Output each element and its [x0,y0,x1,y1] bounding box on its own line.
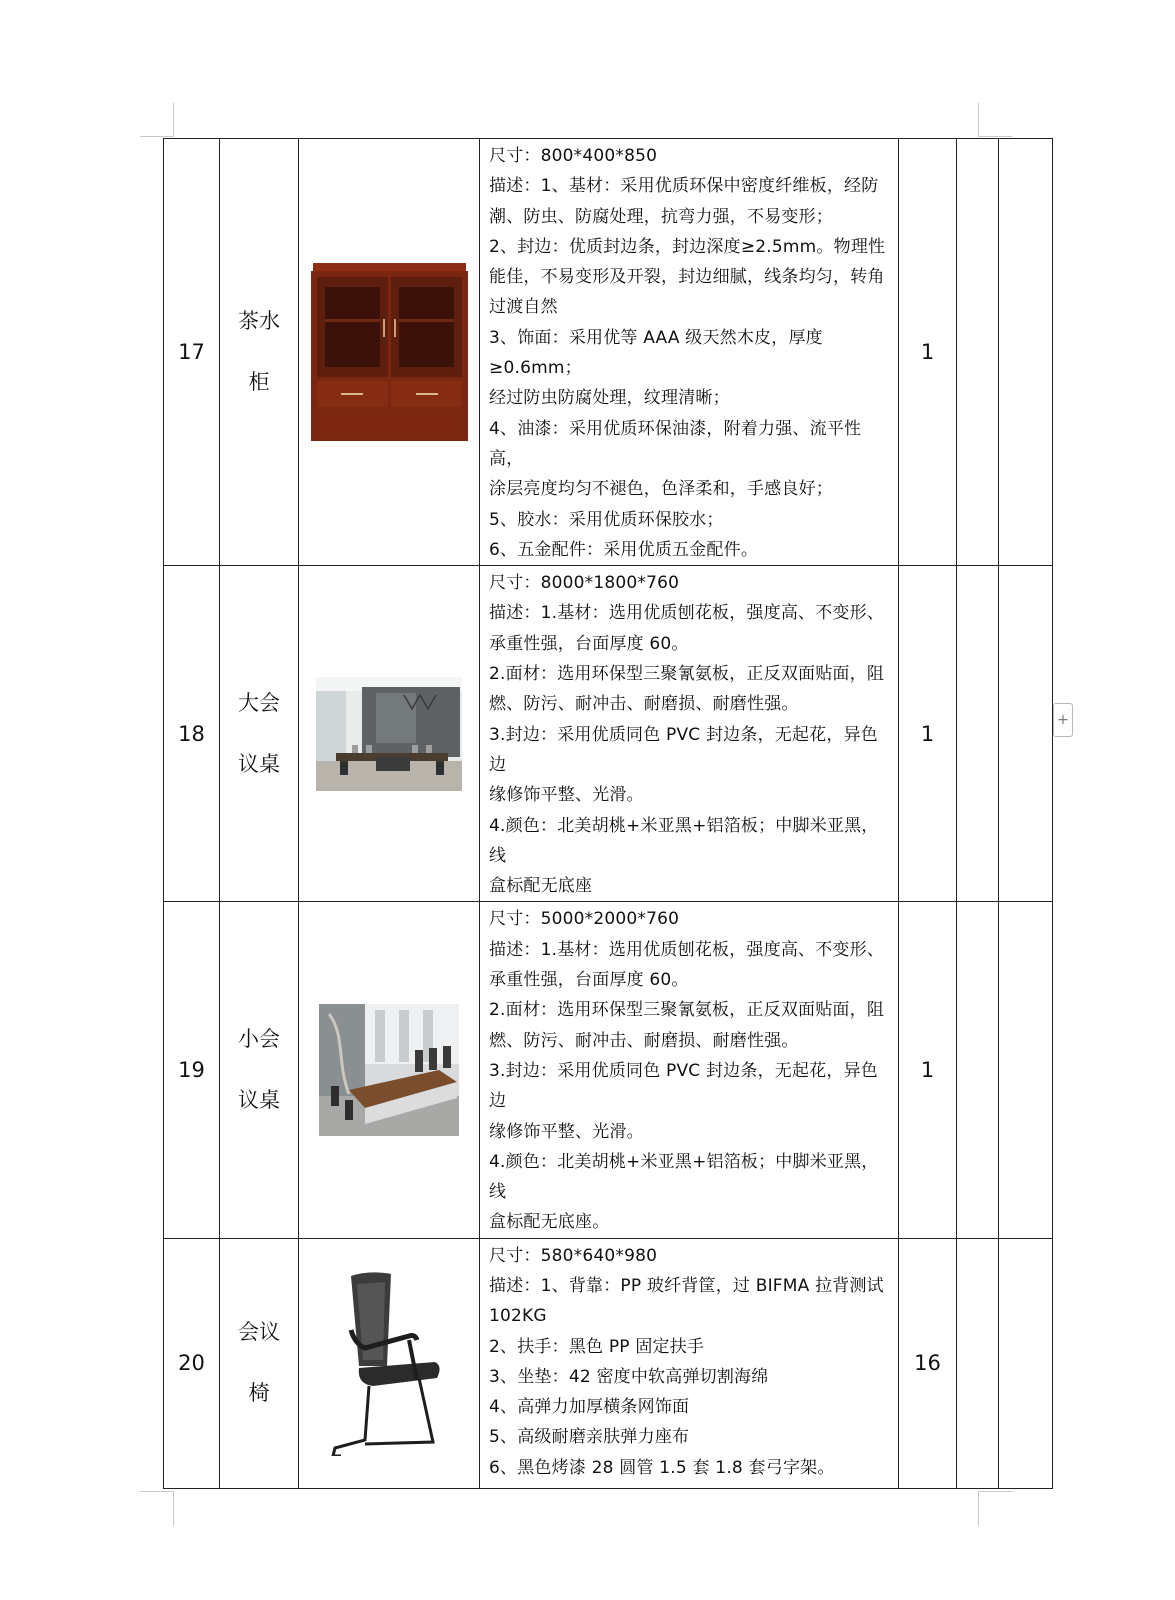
crop-mark [140,136,173,137]
empty-cell [999,139,1053,566]
product-description: 尺寸：8000*1800*760 描述：1.基材：选用优质刨花板，强度高、不变形、 承重性强，台面厚度 60。 2.面材：选用环保型三聚氰氨板，正反双面贴面，阻 燃、防污、耐冲击、耐磨损、耐磨性强。 3.封边：采用优质同色 PVC 封边条，无起花，异色边 缘修饰平整、光滑。 4.颜色：北美胡桃+米亚黑+铝箔板；中脚米亚黑，线 盒标配无底座 [480,566,899,902]
crop-mark [978,1491,979,1526]
empty-cell [957,139,999,566]
add-row-button[interactable] [1053,703,1073,737]
product-name: 会议 椅 [220,1238,299,1488]
table-row [164,1238,1053,1488]
row-number: 17 [164,139,220,566]
product-name: 大会 议桌 [220,566,299,902]
table-row [164,566,1053,902]
empty-cell [999,566,1053,902]
quantity: 1 [899,139,957,566]
large-conference-table-image [316,677,462,791]
crop-mark [978,136,1012,137]
empty-cell [999,902,1053,1238]
row-number: 18 [164,566,220,902]
product-description: 尺寸：580*640*980 描述：1、背靠：PP 玻纤背筐，过 BIFMA 拉背测试 102KG 2、扶手：黑色 PP 固定扶手 3、坐垫：42 密度中软高弹切割海绵 4、高弹力加厚横条网饰面 5、高级耐磨亲肤弹力座布 6、黑色烤漆 28 圆管 1.5 套 1.8 套弓字架。 [480,1238,899,1488]
table-row [164,139,1053,566]
empty-cell [999,1238,1053,1488]
product-description: 尺寸：800*400*850 描述：1、基材：采用优质环保中密度纤维板，经防 潮、防虫、防腐处理，抗弯力强，不易变形； 2、封边：优质封边条，封边深度≥2.5mm。物理性 能佳，不易变形及开裂，封边细腻，线条均匀，转角 过渡自然 3、饰面：采用优等 AAA 级天然木皮，厚度≥0.6mm； 经过防虫防腐处理，纹理清晰； 4、油漆：采用优质环保油漆，附着力强、流平性高， 涂层亮度均匀不褪色，色泽柔和，手感良好； 5、胶水：采用优质环保胶水； 6、五金配件：采用优质五金配件。 [480,139,899,566]
quantity: 1 [899,902,957,1238]
crop-mark [978,103,979,137]
quantity: 16 [899,1238,957,1488]
crop-mark [140,1491,173,1492]
tea-cabinet-image [311,263,468,441]
crop-mark [173,1491,174,1526]
product-image-cell [299,139,480,566]
empty-cell [957,902,999,1238]
row-number: 20 [164,1238,220,1488]
row-number: 19 [164,902,220,1238]
product-image-cell [299,902,480,1238]
spec-table [163,138,1053,1489]
quantity: 1 [899,566,957,902]
product-name: 小会 议桌 [220,902,299,1238]
product-image-cell [299,566,480,902]
product-name: 茶水 柜 [220,139,299,566]
empty-cell [957,566,999,902]
plus-icon: + [1057,712,1069,728]
empty-cell [957,1238,999,1488]
small-conference-table-image [319,1004,459,1136]
conference-chair-image [329,1270,449,1456]
crop-mark [978,1491,1012,1492]
product-description: 尺寸：5000*2000*760 描述：1.基材：选用优质刨花板，强度高、不变形、 承重性强，台面厚度 60。 2.面材：选用环保型三聚氰氨板，正反双面贴面，阻 燃、防污、耐冲击、耐磨损、耐磨性强。 3.封边：采用优质同色 PVC 封边条，无起花，异色边 缘修饰平整、光滑。 4.颜色：北美胡桃+米亚黑+铝箔板；中脚米亚黑，线 盒标配无底座。 [480,902,899,1238]
table-row [164,902,1053,1238]
crop-mark [173,103,174,137]
product-image-cell [299,1238,480,1488]
